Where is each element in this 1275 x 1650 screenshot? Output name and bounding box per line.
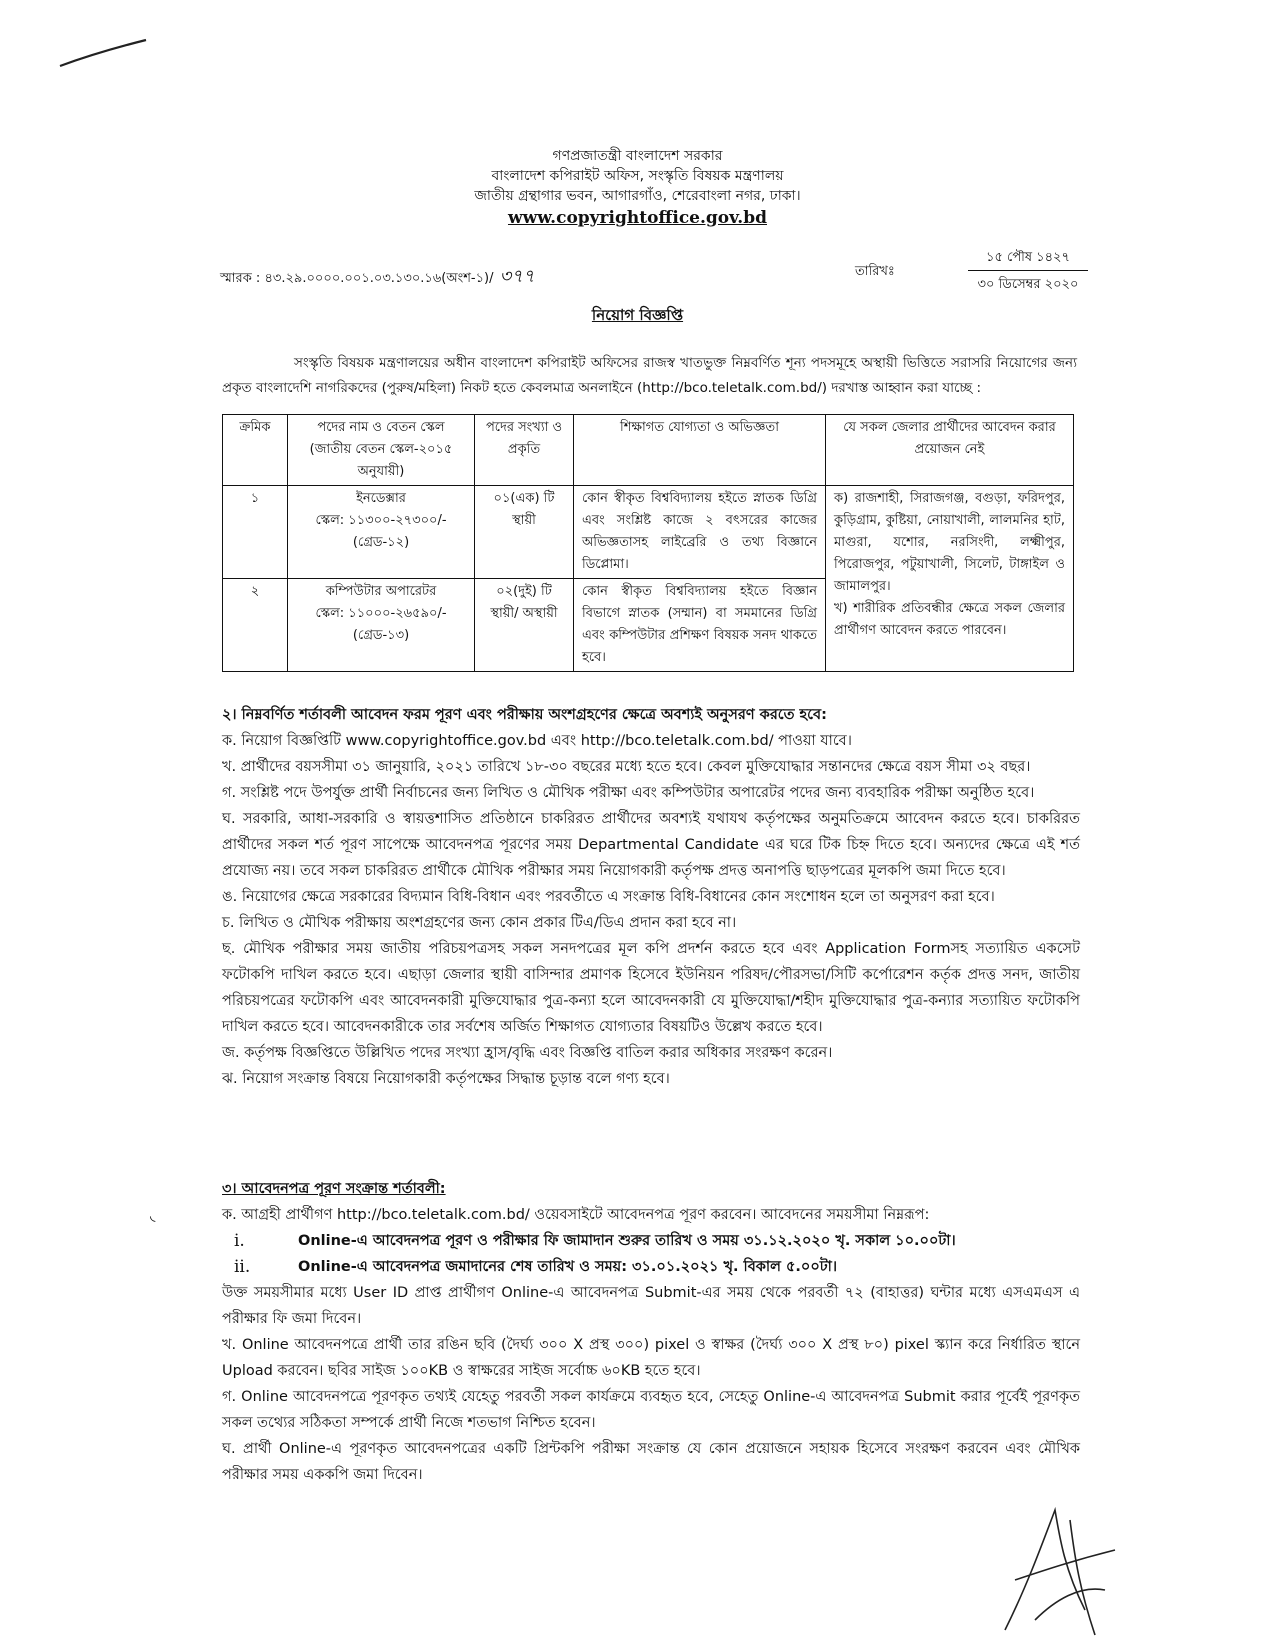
section2-heading: ২। নিম্নবর্ণিত শর্তাবলী আবেদন ফরম পূরণ এবং পরীক্ষায় অংশগ্রহণের ক্ষেত্রে অবশ্যই অনুসরণ করতে হবে: [222,707,827,723]
vacancy-table [222,414,1074,672]
condition-item: চ. লিখিত ও মৌখিক পরীক্ষায় অংশগ্রহণের জন্য কোন প্রকার টিএ/ডিএ প্রদান করা হবে না। [222,915,737,931]
condition-item: খ. প্রার্থীদের বয়সসীমা ৩১ জানুয়ারি, ২০২১ তারিখে ১৮-৩০ বছরের মধ্যে হতে হবে। কেবল মুক্তিযোদ্ধার সন্তানদের ক্ষেত্রে বয়স সীমা ৩২ বছর। [222,759,1031,775]
section-application [222,1176,1080,1488]
post-grade: (গ্রেড-১২) [352,535,410,550]
condition-item: ক. নিয়োগ বিজ্ঞপ্তিটি www.copyrightoffice.gov.bd এবং http://bco.teletalk.com.bd/ পাওয়া যাবে। [222,733,852,749]
schedule-number: ii. [234,1257,251,1277]
table-row [223,486,1074,579]
signature-mark [985,1490,1125,1640]
condition-item: গ. সংশ্লিষ্ট পদে উপর্যুক্ত প্রার্থী নির্বাচনের জন্য লিখিত ও মৌখিক পরীক্ষা এবং কম্পিউটার অপারেটর পদের জন্য ব্যবহারিক পরীক্ষা অনুষ্ঠিত হবে। [222,785,1035,801]
application-item: গ. Online আবেদনপত্রে পূরণকৃত তথ্যই যেহেতু পরবর্তী সকল কার্যক্রমে ব্যবহৃত হবে, সেহেতু Online-এ আবেদনপত্র Submit করার পূর্বেই পূরণকৃত সকল তথ্যের সঠিকতা সম্পর্কে প্রার্থী নিজে শতভাগ নিশ্চিত হবেন। [222,1389,1080,1431]
date-english: ৩০ ডিসেম্বর ২০২০ [977,277,1079,292]
application-item: ক. আগ্রহী প্রার্থীগণ http://bco.teletalk.com.bd/ ওয়েবসাইটে আবেদনপত্র পূরণ করবেন। আবেদনের সময়সীমা নিম্নরূপ: [222,1207,930,1223]
disability-exception: খ) শারীরিক প্রতিবন্ধীর ক্ষেত্রে সকল জেলার প্রার্থীগণ আবেদন করতে পারবেন। [834,601,1065,638]
header-districts: যে সকল জেলার প্রার্থীদের আবেদন করার প্রয়োজন নেই [826,415,1074,486]
post-name: কম্পিউটার অপারেটর [325,584,437,599]
count-cell [475,579,574,672]
memo-number: ৩৭৭ [499,266,535,287]
post-cell [288,486,475,579]
post-nature: স্থায়ী [512,513,536,528]
excluded-districts: ক) রাজশাহী, সিরাজগঞ্জ, বগুড়া, ফরিদপুর, কুড়িগ্রাম, কুষ্টিয়া, নোয়াখালী, লালমনির হাট, মাগুরা, যশোর, নরসিংদী, লক্ষ্মীপুর, পিরোজপুর, পটুয়াখালী, সিলেট, টাঙ্গাইল ও জামালপুর। [834,491,1065,594]
office-address: জাতীয় গ্রন্থাগার ভবন, আগারগাঁও, শেরেবাংলা নগর, ঢাকা। [474,188,801,204]
header-education: শিক্ষাগত যোগ্যতা ও অভিজ্ঞতা [574,415,826,486]
header-serial: ক্রমিক [223,415,288,486]
education-cell: কোন স্বীকৃত বিশ্ববিদ্যালয় হইতে স্নাতক ডিগ্রি এবং সংশ্লিষ্ট কাজে ২ বৎসরের কাজের অভিজ্ঞতাসহ লাইব্রেরি ও তথ্য বিজ্ঞানে ডিপ্লোমা। [574,486,826,579]
condition-item: ঝ. নিয়োগ সংক্রান্ত বিষয়ে নিয়োগকারী কর্তৃপক্ষের সিদ্ধান্ত চূড়ান্ত বলে গণ্য হবে। [222,1071,670,1087]
pen-stroke-mark [58,38,148,70]
schedule-note: উক্ত সময়সীমার মধ্যে User ID প্রাপ্ত প্রার্থীগণ Online-এ আবেদনপত্র Submit-এর সময় থেকে পরবর্তী ৭২ (বাহাত্তর) ঘন্টার মধ্যে এসএমএস এ পরীক্ষার ফি জমা দিবেন। [222,1285,1080,1327]
condition-item: ছ. মৌখিক পরীক্ষার সময় জাতীয় পরিচয়পত্রসহ সকল সনদপত্রের মূল কপি প্রদর্শন করতে হবে এবং Application Formসহ সত্যায়িত একসেট ফটোকপি দাখিল করতে হবে। এছাড়া জেলার স্থায়ী বাসিন্দার প্রমাণক হিসেবে ইউনিয়ন পরিষদ/পৌরসভা/সিটি কর্পোরেশন কর্তৃক প্রদত্ত সনদ, জাতীয় পরিচয়পত্রের ফটোকপি এবং আবেদনকারী মুক্তিযোদ্ধার পুত্র-কন্যা হলে আবেদনকারী যে মুক্তিযোদ্ধা/শহীদ মুক্তিযোদ্ধার পুত্র-কন্যার সত্যায়িত ফটোকপি দাখিল করতে হবে। আবেদনকারীকে তার সর্বশেষ অর্জিত শিক্ষাগত যোগ্যতার বিষয়টিও উল্লেখ করতে হবে। [222,941,1080,1035]
office-name: বাংলাদেশ কপিরাইট অফিস, সংস্কৃতি বিষয়ক মন্ত্রণালয় [491,168,784,184]
memo-label: স্মারক : ৪৩.২৯.০০০০.০০১.০৩.১৩০.১৬(অংশ-১)/ [220,271,494,286]
row-serial: ১ [223,486,288,579]
intro-paragraph: সংস্কৃতি বিষয়ক মন্ত্রণালয়ের অধীন বাংলাদেশ কপিরাইট অফিসের রাজস্ব খাতভুক্ত নিম্নবর্ণিত শূন্য পদসমূহে অস্থায়ী ভিত্তিতে সরাসরি নিয়োগের জন্য প্রকৃত বাংলাদেশি নাগরিকদের (পুরুষ/মহিলা) নিকট হতে কেবলমাত্র অনলাইনে (http://bco.teletalk.com.bd/) দরখাস্ত আহ্বান করা যাচ্ছে : [222,354,1077,396]
condition-item: জ. কর্তৃপক্ষ বিজ্ঞপ্তিতে উল্লিখিত পদের সংখ্যা হ্রাস/বৃদ্ধি এবং বিজ্ঞপ্তি বাতিল করার অধিকার সংরক্ষণ করেন। [222,1045,833,1061]
section3-heading: ৩। আবেদনপত্র পূরণ সংক্রান্ত শর্তাবলী: [222,1181,446,1197]
post-scale: স্কেল: ১১৩০০-২৭৩০০/- [315,513,447,528]
schedule-text: Online-এ আবেদনপত্র জমাদানের শেষ তারিখ ও সময়: ৩১.০১.২০২১ খৃ. বিকাল ৫.০০টা। [298,1259,838,1275]
row-serial: ২ [223,579,288,672]
education-cell: কোন স্বীকৃত বিশ্ববিদ্যালয় হইতে বিজ্ঞান বিভাগে স্নাতক (সম্মান) বা সমমানের ডিগ্রি এবং কম্পিউটার প্রশিক্ষণ বিষয়ক সনদ থাকতে হবে। [574,579,826,672]
condition-item: ঘ. সরকারি, আধা-সরকারি ও স্বায়ত্তশাসিত প্রতিষ্ঠানে চাকরিরত প্রার্থীদের অবশ্যই যথাযথ কর্তৃপক্ষের অনুমতিক্রমে আবেদন করতে হবে। চাকরিরত প্রার্থীদের সকল শর্ত পূরণ সাপেক্ষে আবেদনপত্র পূরণের সময় Departmental Candidate এর ঘরে টিক চিহ্ন দিতে হবে। অন্যদের ক্ষেত্রে এই শর্ত প্রযোজ্য নয়। তবে সকল চাকরিরত প্রার্থীকে মৌখিক পরীক্ষার সময় নিয়োগকারী কর্তৃপক্ষ প্রদত্ত অনাপত্তি ছাড়পত্রের মূলকপি জমা দিতে হবে। [222,811,1080,879]
post-name: ইনডেক্সার [356,491,406,506]
schedule-text: Online-এ আবেদনপত্র পূরণ ও পরীক্ষার ফি জামাদান শুরুর তারিখ ও সময় ৩১.১২.২০২০ খৃ. সকাল ১০.০০টা। [298,1233,956,1249]
section-conditions [222,702,1080,1092]
memo-reference [220,262,535,293]
post-grade: (গ্রেড-১৩) [352,628,410,643]
application-item: খ. Online আবেদনপত্রে প্রার্থী তার রঙিন ছবি (দৈর্ঘ্য ৩০০ X প্রস্থ ৩০০) pixel ও স্বাক্ষর (দৈর্ঘ্য ৩০০ X প্রস্থ ৮০) pixel স্ক্যান করে নির্ধারিত স্থানে Upload করবেন। ছবির সাইজ ১০০KB ও স্বাক্ষরের সাইজ সর্বোচ্চ ৬০KB হতে হবে। [222,1337,1080,1379]
schedule-row [222,1254,1080,1280]
post-cell [288,579,475,672]
date-bangla: ১৫ পৌষ ১৪২৭ [968,248,1088,271]
header-post-name: পদের নাম ও বেতন স্কেল (জাতীয় বেতন স্কেল-২০১৫ অনুযায়ী) [288,415,475,486]
post-scale: স্কেল: ১১০০০-২৬৫৯০/- [315,606,447,621]
schedule-row [222,1228,1080,1254]
table-header-row [223,415,1074,486]
schedule-number: i. [234,1231,245,1251]
office-website[interactable]: www.copyrightoffice.gov.bd [507,208,767,228]
districts-cell [826,486,1074,672]
date-label: তারিখঃ [855,264,895,279]
count-cell [475,486,574,579]
notice-title: নিয়োগ বিজ্ঞপ্তি [591,306,684,324]
government-name: গণপ্রজাতন্ত্রী বাংলাদেশ সরকার [552,148,723,164]
post-count: ০২(দুই) টি [496,584,552,599]
post-count: ০১(এক) টি [493,491,555,506]
date-box [968,248,1088,295]
condition-item: ঙ. নিয়োগের ক্ষেত্রে সরকারের বিদ্যমান বিধি-বিধান এবং পরবর্তীতে এ সংক্রান্ত বিধি-বিধানের কোন সংশোধন হলে তা অনুসরণ করা হবে। [222,889,995,905]
office-header [0,146,1275,230]
post-nature: স্থায়ী/ অস্থায়ী [490,606,558,621]
margin-tick-mark: ◟ [150,1208,156,1224]
application-item: ঘ. প্রার্থী Online-এ পূরণকৃত আবেদনপত্রের একটি প্রিন্টকপি পরীক্ষা সংক্রান্ত যে কোন প্রয়োজনে সহায়ক হিসেবে সংরক্ষণ করবেন এবং মৌখিক পরীক্ষার সময় এককপি জমা দিবেন। [222,1441,1080,1483]
header-post-count: পদের সংখ্যা ও প্রকৃতি [475,415,574,486]
